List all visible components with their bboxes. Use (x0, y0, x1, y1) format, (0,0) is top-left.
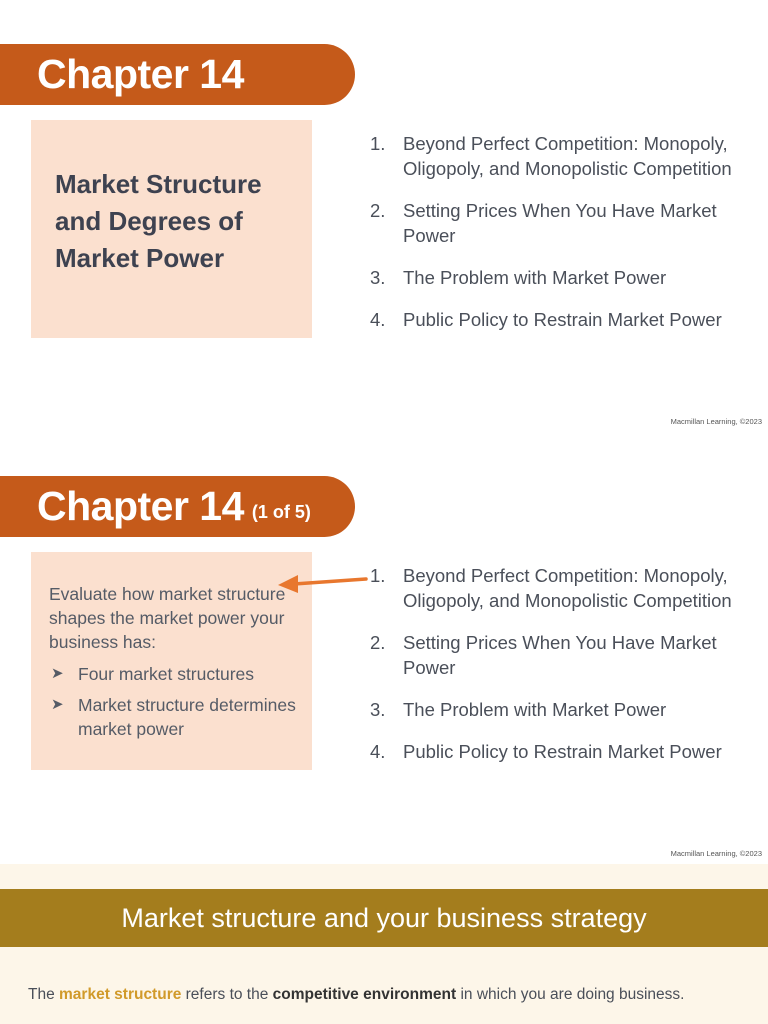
toc-number: 1. (370, 133, 386, 154)
definition-text (28, 986, 684, 1004)
slide-2 (0, 432, 768, 864)
box-title (55, 166, 294, 277)
objectives-intro: Evaluate how market structure shapes the market power your business has: (49, 584, 286, 652)
toc-text: Public Policy to Restrain Market Power (403, 309, 722, 330)
toc-number: 4. (370, 309, 386, 330)
toc-text: Public Policy to Restrain Market Power (403, 741, 722, 762)
definition-suffix: in which you are doing business. (456, 986, 685, 1003)
toc-item (370, 697, 750, 722)
title-bar (0, 889, 768, 947)
copyright: Macmillan Learning, ©2023 (670, 417, 762, 426)
definition-strong: competitive environment (272, 986, 457, 1003)
toc-text: Setting Prices When You Have Market Power (403, 632, 717, 678)
toc-item (370, 630, 750, 680)
toc-text: The Problem with Market Power (403, 267, 667, 288)
arrowhead-bullet-icon: ➤ (51, 665, 64, 682)
toc-text: Beyond Perfect Competition: Monopoly, Oligopoly, and Monopolistic Competition (403, 565, 732, 611)
chapter-banner (0, 44, 355, 105)
toc-number: 3. (370, 699, 386, 720)
toc-number: 1. (370, 565, 386, 586)
toc-item (370, 739, 750, 764)
slide-1 (0, 0, 768, 432)
toc-item (370, 563, 750, 613)
toc-text: The Problem with Market Power (403, 699, 667, 720)
definition-term: market structure (59, 986, 182, 1003)
chapter-title-box (31, 120, 312, 338)
objectives-box (31, 552, 312, 770)
table-of-contents (370, 563, 750, 781)
slide-title: Market structure and your business strategy (121, 902, 647, 933)
toc-text: Beyond Perfect Competition: Monopoly, Oligopoly, and Monopolistic Competition (403, 133, 732, 179)
box-title-line-2: and Degrees of (55, 206, 243, 236)
chapter-title: Chapter 14 (37, 483, 244, 529)
slide-3 (0, 864, 768, 1024)
left-arrow-icon (276, 570, 368, 594)
toc-number: 2. (370, 200, 386, 221)
copyright: Macmillan Learning, ©2023 (670, 849, 762, 858)
chapter-banner (0, 476, 355, 537)
objectives-list (49, 662, 296, 741)
table-of-contents (370, 131, 750, 349)
chapter-title: Chapter 14 (37, 51, 244, 97)
toc-item (370, 265, 750, 290)
list-item-text: Market structure determines market power (78, 695, 296, 739)
toc-item (370, 307, 750, 332)
box-title-line-3: Market Power (55, 243, 225, 273)
box-title-line-1: Market Structure (55, 169, 262, 199)
definition-mid: refers to the (181, 986, 273, 1003)
toc-number: 2. (370, 632, 386, 653)
toc-text: Setting Prices When You Have Market Power (403, 200, 717, 246)
list-item (49, 693, 296, 741)
toc-item (370, 198, 750, 248)
list-item-text: Four market structures (78, 664, 255, 684)
toc-number: 4. (370, 741, 386, 762)
definition-prefix: The (28, 986, 60, 1003)
toc-item (370, 131, 750, 181)
list-item (49, 662, 296, 686)
arrowhead-bullet-icon: ➤ (51, 696, 64, 713)
toc-number: 3. (370, 267, 386, 288)
chapter-subtitle: (1 of 5) (251, 502, 311, 522)
